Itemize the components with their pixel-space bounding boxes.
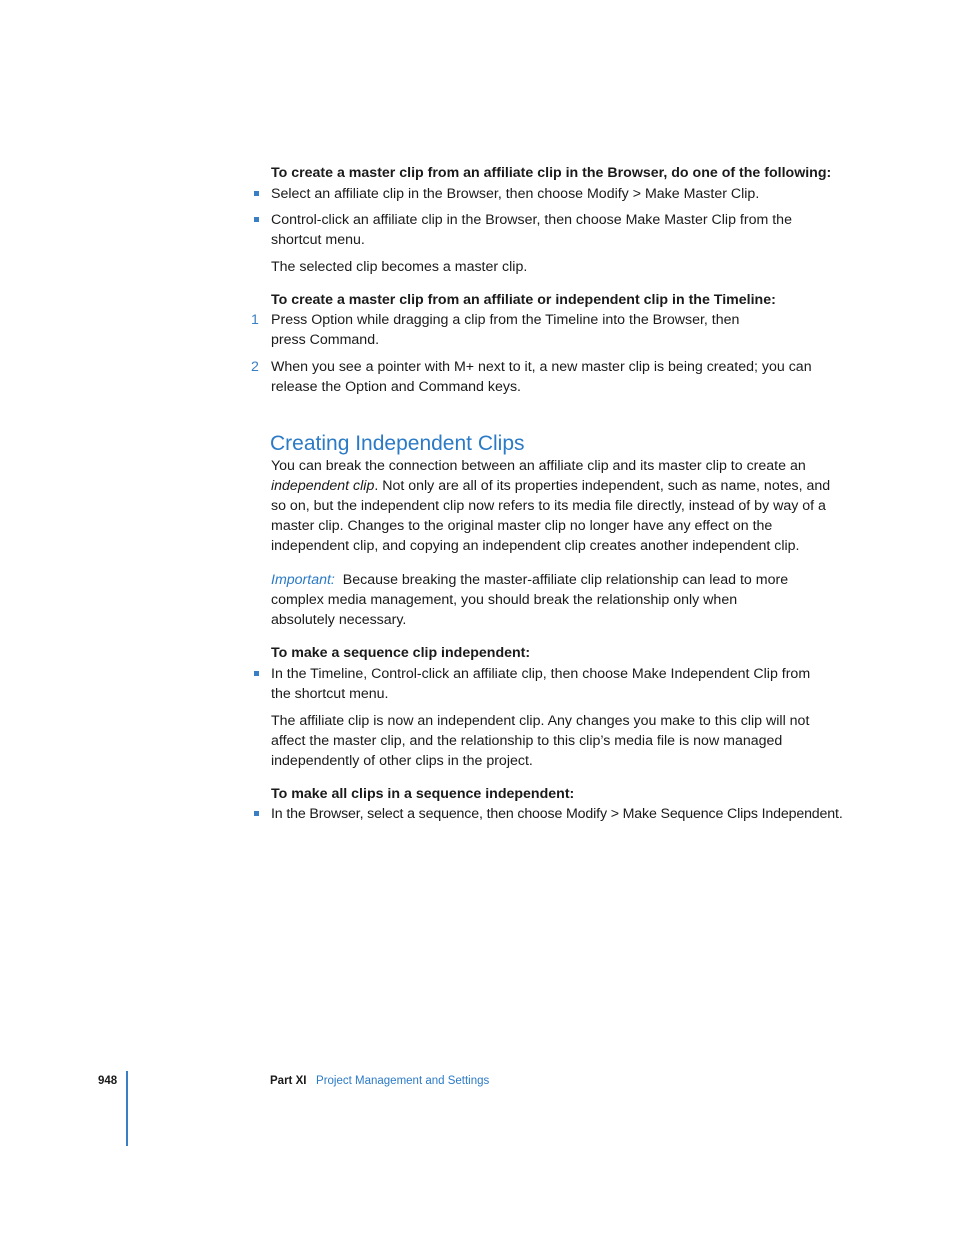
section-title: Creating Independent Clips (270, 432, 525, 455)
list-item: Select an affiliate clip in the Browser, then choose Modify > Make Master Clip. (271, 186, 760, 202)
list-item: In the Browser, select a sequence, then choose Modify > Make Sequence Clips Independent. (271, 806, 843, 822)
paragraph-line: so on, but the independent clip now refers to its media file directly, instead of by way of a (271, 498, 826, 514)
list-item (271, 210, 792, 250)
paragraph-line (271, 570, 788, 590)
paragraph-line: The affiliate clip is now an independent clip. Any changes you make to this clip will not (271, 713, 810, 729)
paragraph-text: Because breaking the master-affiliate clip relationship can lead to more (342, 572, 789, 588)
paragraph-line: absolutely necessary. (271, 612, 407, 628)
step-line: Press Option while dragging a clip from the Timeline into the Browser, then (271, 312, 740, 328)
list-item-line: In the Timeline, Control-click an affiliate clip, then choose Make Independent Clip from (271, 666, 811, 682)
step-line: press Command. (271, 332, 380, 348)
important-note (271, 570, 788, 630)
step-text (271, 310, 739, 350)
step-number: 1 (251, 312, 259, 328)
footer-rule (126, 1071, 128, 1146)
list-item-line: Control-click an affiliate clip in the Browser, then choose Make Master Clip from the (271, 212, 792, 228)
list-item-line: the shortcut menu. (271, 686, 389, 702)
paragraph-text: . Not only are all of its properties independent, such as name, notes, and (374, 478, 831, 494)
paragraph-line: affect the master clip, and the relationship to this clip’s media file is now managed (271, 733, 783, 749)
step-line: release the Option and Command keys. (271, 379, 521, 395)
bullet-icon (254, 217, 259, 222)
important-label: Important: (271, 572, 335, 588)
procedure-heading: To create a master clip from an affiliate clip in the Browser, do one of the following: (271, 165, 832, 181)
result-text (271, 711, 809, 771)
footer-part (270, 1073, 489, 1089)
part-label: Part XI (270, 1075, 307, 1087)
paragraph-line: independently of other clips in the project. (271, 753, 533, 769)
list-item (271, 664, 810, 704)
step-text (271, 357, 812, 397)
paragraph-line: You can break the connection between an affiliate clip and its master clip to create an (271, 458, 806, 474)
intro-paragraph (271, 456, 830, 556)
result-text: The selected clip becomes a master clip. (271, 259, 528, 275)
bullet-icon (254, 191, 259, 196)
paragraph-line: complex media management, you should break the relationship only when (271, 592, 738, 608)
bullet-icon (254, 811, 259, 816)
procedure-heading: To make a sequence clip independent: (271, 645, 531, 661)
step-line: When you see a pointer with M+ next to it, a new master clip is being created; you can (271, 359, 812, 375)
paragraph-line: master clip. Changes to the original master clip no longer have any effect on the (271, 518, 773, 534)
procedure-heading: To make all clips in a sequence independent: (271, 786, 575, 802)
paragraph-line: independent clip, and copying an independent clip creates another independent clip. (271, 538, 800, 554)
page-number: 948 (98, 1075, 118, 1087)
term-italic: independent clip (271, 478, 375, 494)
bullet-icon (254, 671, 259, 676)
part-title-link[interactable]: Project Management and Settings (316, 1075, 490, 1087)
list-item-line: shortcut menu. (271, 232, 365, 248)
paragraph-line (271, 476, 830, 496)
step-number: 2 (251, 359, 259, 375)
procedure-heading: To create a master clip from an affiliate or independent clip in the Timeline: (271, 292, 776, 308)
